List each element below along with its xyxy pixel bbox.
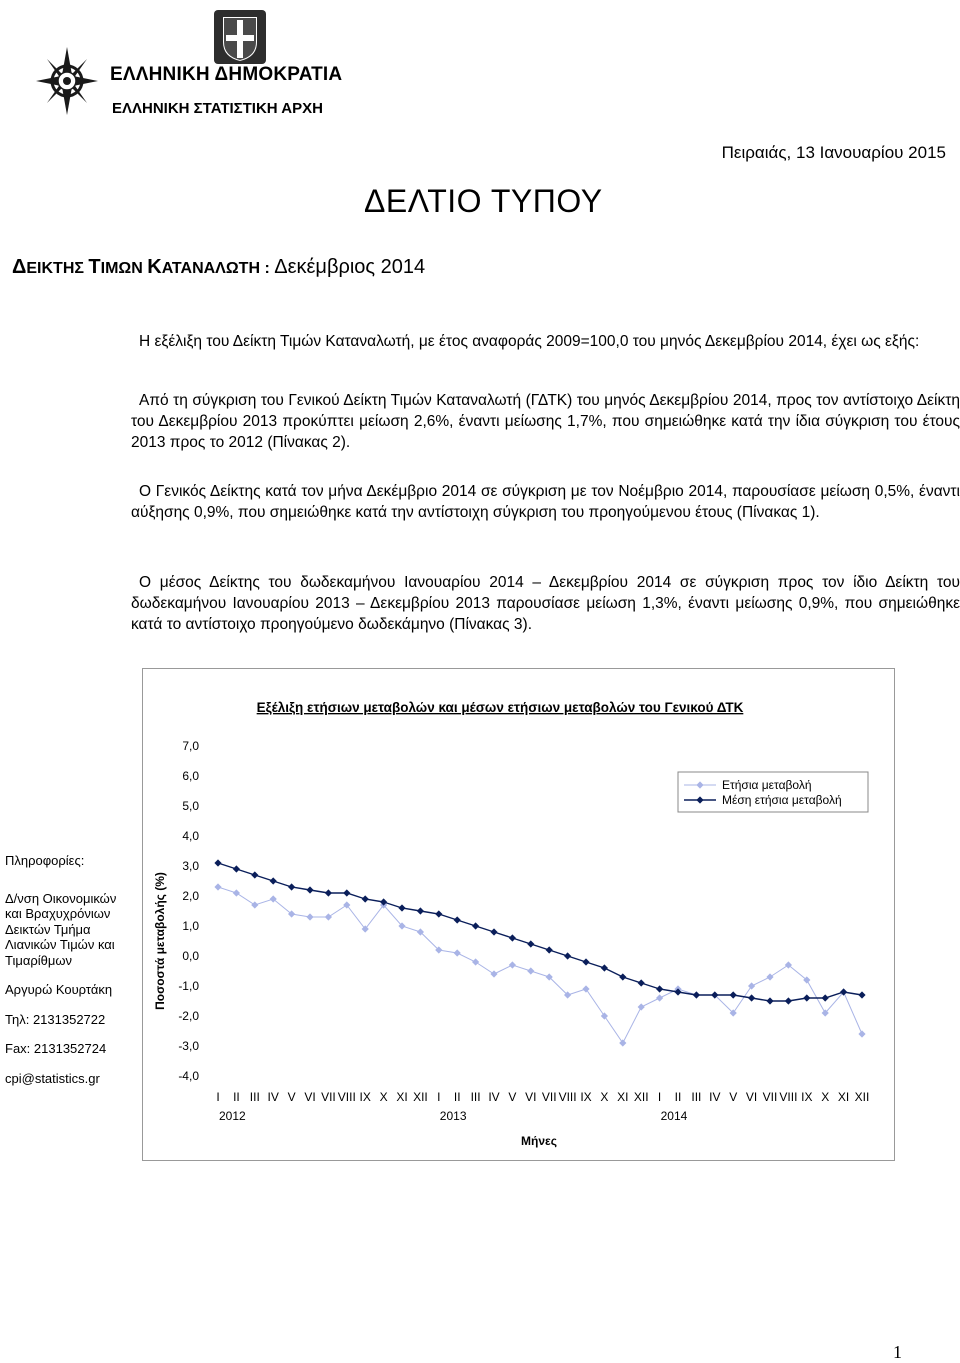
- paragraph-annual-change: [131, 390, 960, 453]
- x-tick-label: VI: [525, 1090, 537, 1104]
- y-axis-label: Ποσοστά μεταβολής (%): [153, 872, 167, 1010]
- series-2-point: [454, 916, 461, 923]
- series-2-point: [472, 922, 479, 929]
- contact-sidebar: [5, 853, 123, 1086]
- sidebar-fax: Fax: 2131352724: [5, 1041, 107, 1056]
- x-tick-label: VIII: [337, 1090, 356, 1104]
- series-2-point: [325, 889, 332, 896]
- x-tick-label: XII: [854, 1090, 870, 1104]
- series-2-point: [582, 958, 589, 965]
- x-tick-label: IV: [267, 1090, 279, 1104]
- subject-initial-t: Τ: [88, 256, 101, 278]
- x-tick-label: XI: [396, 1090, 408, 1104]
- year-label: 2012: [219, 1109, 246, 1123]
- x-tick-label: II: [674, 1090, 682, 1104]
- series-1-point: [306, 913, 313, 920]
- series-1-point: [601, 1012, 608, 1019]
- x-tick-label: I: [216, 1090, 220, 1104]
- page-number: 1: [893, 1342, 902, 1362]
- series-2-point: [490, 928, 497, 935]
- x-tick-label: II: [233, 1090, 240, 1104]
- x-tick-label: III: [249, 1090, 260, 1104]
- x-tick-label: III: [470, 1090, 481, 1104]
- x-tick-label: VIII: [779, 1090, 798, 1104]
- series-1-point: [858, 1030, 865, 1037]
- series-1-point: [656, 994, 663, 1001]
- series-line-1: [218, 887, 862, 1043]
- x-tick-label: IX: [359, 1090, 371, 1104]
- series-2-point: [398, 904, 405, 911]
- series-1-point: [582, 985, 589, 992]
- series-2-point: [748, 994, 755, 1001]
- x-tick-label: VIII: [558, 1090, 577, 1104]
- statistics-authority-logo-icon: [34, 45, 100, 117]
- series-2-point: [306, 886, 313, 893]
- x-tick-label: V: [729, 1090, 738, 1104]
- paragraph-annual-change-text: Από τη σύγκριση του Γενικού Δείκτη Τιμών Καταναλωτή (ΓΔΤΚ) του μηνός Δεκεμβρίου 2014, προς τον αντίστοιχο Δείκτη του Δεκεμβρίου 2013 προκύπτει μείωση 2,6%, έναντι μείωσης 1,7%, που σημειώθηκε κατά την ίδια σύγκριση του έτους 2013 προς το 2012 (Πίνακας 2).: [131, 392, 960, 451]
- subject-initial-d: Δ: [12, 256, 27, 278]
- series-2-point: [343, 889, 350, 896]
- year-label: 2014: [660, 1109, 688, 1123]
- y-tick-label: 6,0: [182, 769, 199, 783]
- y-tick-label: -4,0: [178, 1069, 199, 1083]
- paragraph-average-change-text: Ο μέσος Δείκτης του δωδεκαμήνου Ιανουαρίου 2014 – Δεκεμβρίου 2014 σε σύγκριση προς τον ίδιο Δείκτη του δωδεκαμήνου Ιανουαρίου 2013 – Δεκεμβρίου 2013 παρουσίασε μείωση 1,3%, έναντι μείωσης 0,9%, που σημειώθηκε κατά το αντίστοιχο προηγούμενο δωδεκάμηνο (Πίνακας 3).: [131, 574, 960, 633]
- x-tick-label: VI: [745, 1090, 758, 1104]
- series-2-point: [858, 991, 865, 998]
- year-label: 2013: [439, 1109, 467, 1123]
- x-tick-label: IX: [580, 1090, 592, 1104]
- x-tick-label: X: [600, 1090, 609, 1104]
- date-line: Πειραιάς, 13 Ιανουαρίου 2015: [721, 143, 946, 162]
- subject-word-2: ΙΜΩΝ: [100, 260, 148, 277]
- series-2-point: [803, 994, 810, 1001]
- series-1-point: [766, 973, 773, 980]
- sidebar-phone: Τηλ: 2131352722: [5, 1011, 106, 1027]
- series-2-point: [417, 907, 424, 914]
- x-tick-label: I: [437, 1090, 441, 1104]
- x-tick-label: XI: [837, 1090, 850, 1104]
- press-release-title: ΔΕΛΤΙΟ ΤΥΠΟΥ: [364, 183, 603, 219]
- y-tick-label: -1,0: [178, 979, 199, 993]
- series-2-point: [546, 946, 553, 953]
- sidebar-department: Δ/νση Οικονομικών και Βραχυχρόνιων Δεικτών Τμήμα Λιανικών Τιμών και Τιμαρίθμων: [5, 890, 117, 968]
- x-tick-label: VI: [304, 1090, 316, 1104]
- series-line-2: [218, 863, 862, 1001]
- greek-coat-of-arms-icon: [212, 8, 268, 66]
- paragraph-average-change: [131, 572, 960, 635]
- series-1-point: [527, 967, 534, 974]
- series-2-point: [527, 940, 534, 947]
- series-2-point: [435, 910, 442, 917]
- y-tick-label: 3,0: [182, 859, 199, 873]
- x-tick-label: IX: [801, 1090, 813, 1104]
- series-2-point: [288, 883, 295, 890]
- x-tick-label: I: [657, 1090, 662, 1104]
- series-1-point: [472, 958, 479, 965]
- y-tick-label: 5,0: [182, 799, 199, 813]
- series-1-point: [325, 913, 332, 920]
- series-2-point: [233, 865, 240, 872]
- series-1-point: [490, 970, 497, 977]
- y-tick-label: 0,0: [182, 949, 199, 963]
- series-2-point: [785, 997, 792, 1004]
- series-2-point: [270, 877, 277, 884]
- y-tick-label: -3,0: [178, 1039, 199, 1053]
- legend-label-1: Ετήσια μεταβολή: [722, 778, 812, 792]
- x-tick-label: XII: [413, 1090, 428, 1104]
- y-tick-label: 4,0: [182, 829, 199, 843]
- republic-heading: ΕΛΛΗΝΙΚΗ ΔΗΜΟΚΡΑΤΙΑ: [110, 64, 343, 85]
- x-tick-label: V: [287, 1090, 296, 1104]
- series-2-point: [619, 973, 626, 980]
- series-1-point: [251, 901, 258, 908]
- sidebar-title: Πληροφορίες:: [5, 853, 85, 868]
- chart-title: Εξέλιξη ετήσιων μεταβολών και μέσων ετήσιων μεταβολών του Γενικού ΔΤΚ: [256, 700, 744, 715]
- cpi-change-chart: [142, 668, 895, 1161]
- legend-label-2: Μέση ετήσια μεταβολή: [722, 793, 842, 807]
- y-tick-label: 1,0: [182, 919, 199, 933]
- series-2-point: [601, 964, 608, 971]
- x-tick-label: X: [821, 1090, 830, 1104]
- series-1-point: [214, 883, 221, 890]
- series-1-point: [509, 961, 516, 968]
- paragraph-monthly-change-text: Ο Γενικός Δείκτης κατά τον μήνα Δεκέμβριο 2014 σε σύγκριση με τον Νοέμβριο 2014, παρουσίασε μείωση 0,5%, έναντι αύξησης 0,9%, που σημειώθηκε κατά την αντίστοιχη σύγκριση του προηγούμενου έτους (Πίνακας 1).: [131, 483, 960, 521]
- x-tick-label: VII: [321, 1090, 336, 1104]
- series-2-point: [693, 991, 700, 998]
- x-tick-label: VII: [762, 1090, 778, 1104]
- series-2-point: [638, 979, 645, 986]
- series-1-point: [454, 949, 461, 956]
- x-tick-label: II: [453, 1090, 461, 1104]
- x-tick-label: V: [508, 1090, 517, 1104]
- subject-word-1: ΕΙΚΤΗΣ: [26, 260, 89, 277]
- series-1-point: [233, 889, 240, 896]
- subject-period: Δεκέμβριος 2014: [274, 256, 426, 278]
- subject-initial-k: Κ: [147, 256, 162, 278]
- x-tick-label: XI: [617, 1090, 629, 1104]
- series-2-point: [214, 859, 221, 866]
- series-2-point: [362, 895, 369, 902]
- series-2-point: [766, 997, 773, 1004]
- paragraph-monthly-change: [131, 481, 960, 523]
- series-2-point: [656, 985, 663, 992]
- x-tick-label: VII: [541, 1090, 557, 1104]
- series-2-point: [509, 934, 516, 941]
- x-tick-label: IV: [709, 1090, 721, 1104]
- subject-word-3: ΑΤΑΝΑΛΩΤΗ :: [161, 260, 275, 277]
- series-1-point: [748, 982, 755, 989]
- y-tick-label: 2,0: [182, 889, 199, 903]
- x-axis-label: Μήνες: [521, 1134, 557, 1148]
- series-1-point: [638, 1003, 645, 1010]
- x-tick-label: IV: [488, 1090, 500, 1104]
- x-tick-label: XII: [633, 1090, 649, 1104]
- subject-heading: [12, 256, 425, 279]
- series-2-point: [822, 994, 829, 1001]
- sidebar-email[interactable]: cpi@statistics.gr: [5, 1070, 100, 1086]
- x-tick-label: X: [379, 1090, 388, 1104]
- y-tick-label: 7,0: [182, 739, 199, 753]
- sidebar-contact-name: Αργυρώ Κουρτάκη: [5, 982, 113, 997]
- paragraph-intro: [131, 331, 960, 352]
- authority-heading: ΕΛΛΗΝΙΚΗ ΣΤΑΤΙΣΤΙΚΗ ΑΡΧΗ: [112, 100, 323, 117]
- y-tick-label: -2,0: [178, 1009, 199, 1023]
- series-2-point: [564, 952, 571, 959]
- series-1-point: [619, 1039, 626, 1046]
- series-2-point: [251, 871, 258, 878]
- paragraph-intro-text: Η εξέλιξη του Δείκτη Τιμών Καταναλωτή, με έτος αναφοράς 2009=100,0 του μηνός Δεκεμβρίου 2014, έχει ως εξής:: [139, 333, 920, 350]
- x-tick-label: III: [691, 1090, 702, 1104]
- series-2-point: [730, 991, 737, 998]
